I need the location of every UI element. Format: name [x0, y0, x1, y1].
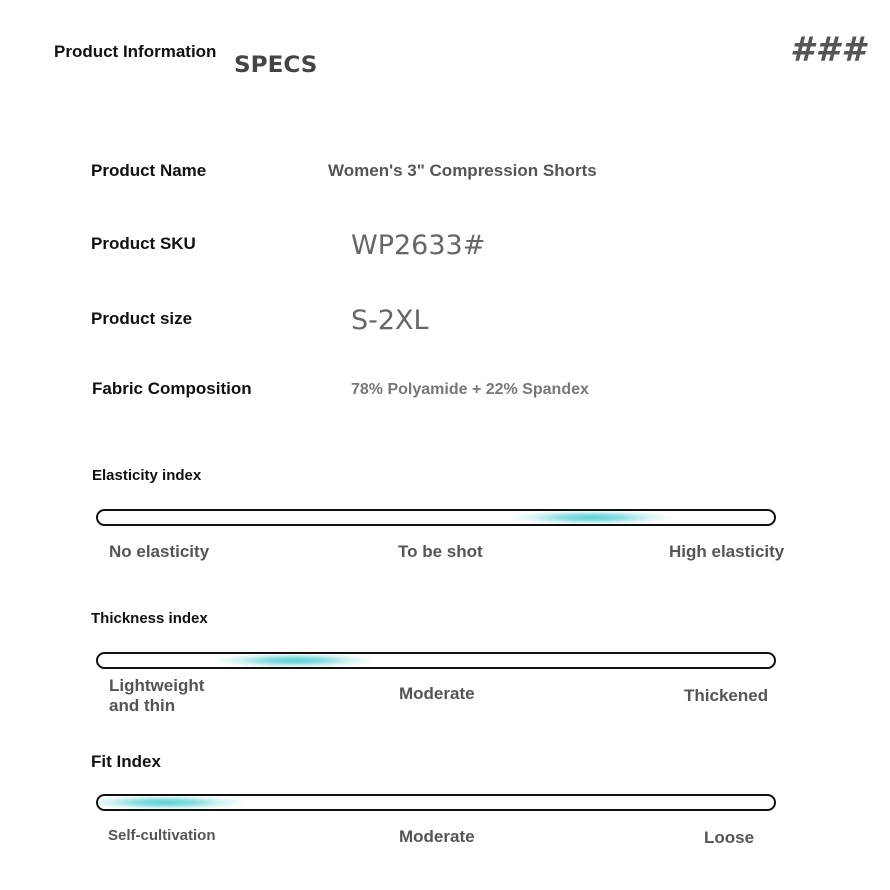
product-sku-value: WP2633#: [351, 230, 486, 261]
page-title: Product Information: [54, 42, 217, 61]
product-name-value: Women's 3" Compression Shorts: [328, 161, 597, 180]
product-sku-label: Product SKU: [91, 234, 196, 253]
fabric-composition-label: Fabric Composition: [92, 379, 252, 398]
corner-mark: ###: [790, 30, 867, 70]
thickness-index-title: Thickness index: [91, 610, 208, 627]
thickness-label-high: Thickened: [684, 686, 769, 705]
elasticity-track: [96, 509, 776, 526]
fabric-composition-value: 78% Polyamide + 22% Spandex: [351, 381, 589, 398]
elasticity-indicator: [510, 511, 672, 524]
fit-label-mid: Moderate: [399, 827, 475, 846]
fit-index-title: Fit Index: [91, 752, 161, 771]
elasticity-index-title: Elasticity index: [92, 467, 202, 484]
fit-track: [96, 794, 776, 811]
thickness-label-low: Lightweight and thin: [109, 676, 205, 715]
fit-label-high: Loose: [704, 828, 755, 847]
elasticity-label-high: High elasticity: [669, 542, 785, 561]
thickness-label-mid: Moderate: [399, 684, 475, 703]
elasticity-label-low: No elasticity: [109, 542, 210, 561]
specs-logo: SPECS: [234, 53, 318, 78]
product-name-label: Product Name: [91, 161, 207, 180]
thickness-indicator: [213, 654, 375, 667]
fit-indicator: [96, 796, 247, 809]
elasticity-label-mid: To be shot: [398, 542, 483, 561]
thickness-track: [96, 652, 776, 669]
fit-label-low: Self-cultivation: [108, 827, 216, 844]
product-size-value: S-2XL: [351, 305, 429, 336]
product-size-label: Product size: [91, 309, 193, 328]
